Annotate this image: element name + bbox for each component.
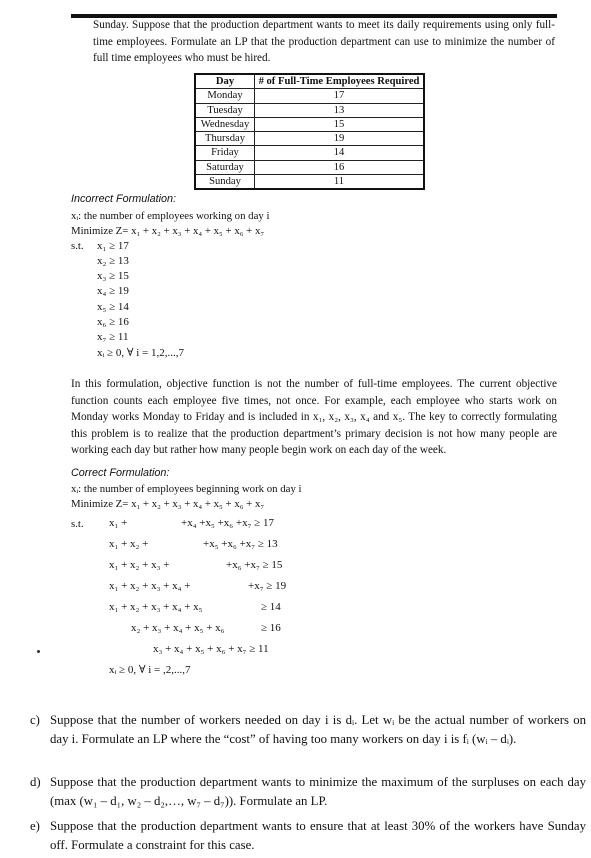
correct-constraint-2-left: x₁ + x₂ + — [109, 538, 149, 550]
required-cell: 15 — [255, 117, 425, 131]
table-row — [195, 89, 424, 103]
correct-constraint-3-right: +x₆ +x₇ ≥ 15 — [226, 559, 283, 571]
required-cell: 17 — [255, 89, 425, 103]
correct-constraint-6-left: x₂ + x₃ + x₄ + x₅ + x₆ — [131, 622, 225, 634]
explanation-paragraph: In this formulation, objective function is not the number of full-time employees. The current objective function counts each employee five times, not once. For example, each employee who starts work on Monday works Monday to Friday and is included in x₁, x₂, x₃, x₄ and x₅. The key to correctly formulating this problem is to realize that the production department’s primary decision is not how many people are working each day but rather how many people begin work on each day of the week. — [71, 378, 557, 456]
table-row — [195, 103, 424, 117]
day-cell: Friday — [195, 146, 255, 160]
table-row — [195, 175, 424, 190]
correct-constraint-6-right: ≥ 16 — [261, 622, 281, 634]
correct-constraint-5-right: ≥ 14 — [261, 601, 281, 613]
question-text: Suppose that the production department wants to ensure that at least 30% of the workers have Sunday off. Formulate a constraint for this case. — [50, 819, 586, 852]
question-label: e) — [30, 819, 40, 833]
question-c — [30, 711, 586, 749]
incorrect-constraint-7: x₇ ≥ 11 — [97, 331, 129, 343]
required-cell: 13 — [255, 103, 425, 117]
question-label: c) — [30, 713, 40, 727]
day-cell: Thursday — [195, 132, 255, 146]
incorrect-objective: Minimize Z= x₁ + x₂ + x₃ + x₄ + x₅ + x₆ + x₇ — [71, 225, 265, 237]
col-header-required: # of Full-Time Employees Required — [255, 74, 425, 89]
requirements-table — [194, 73, 425, 190]
incorrect-var-def: xᵢ: the number of employees working on day i — [71, 210, 270, 222]
day-cell: Tuesday — [195, 103, 255, 117]
incorrect-constraint-5: x₅ ≥ 14 — [97, 301, 129, 313]
day-cell: Saturday — [195, 160, 255, 174]
intro-paragraph: Sunday. Suppose that the production department wants to meet its daily requirements using only full-time employees. Formulate an LP that the production department can use to minimize the number of full time employees who must be hired. — [93, 19, 555, 64]
day-cell: Sunday — [195, 175, 255, 190]
table-header-row — [195, 74, 424, 89]
table-row — [195, 146, 424, 160]
table-row — [195, 117, 424, 131]
question-d — [30, 773, 586, 811]
correct-var-def: xᵢ: the number of employees beginning work on day i — [71, 483, 302, 495]
incorrect-st-label: s.t. — [71, 240, 84, 252]
question-label: d) — [30, 775, 41, 789]
day-cell: Wednesday — [195, 117, 255, 131]
day-cell: Monday — [195, 89, 255, 103]
table-row — [195, 132, 424, 146]
correct-constraint-5-left: x₁ + x₂ + x₃ + x₄ + x₅ — [109, 601, 203, 613]
required-cell: 19 — [255, 132, 425, 146]
incorrect-constraint-3: x₃ ≥ 15 — [97, 270, 129, 282]
question-text: Suppose that the production department wants to minimize the maximum of the surpluses on each day (max (w₁ – d₁, w₂ – d₂,…, w₇ – d₇)). Formulate an LP. — [50, 775, 586, 808]
correct-st-label: s.t. — [71, 518, 84, 530]
required-cell: 14 — [255, 146, 425, 160]
correct-constraint-3-left: x₁ + x₂ + x₃ + — [109, 559, 170, 571]
incorrect-heading: Incorrect Formulation: — [71, 193, 177, 205]
incorrect-nonneg: xᵢ ≥ 0, ∀ i = 1,2,...,7 — [97, 347, 184, 359]
stray-dot — [37, 650, 40, 653]
question-e — [30, 817, 586, 855]
incorrect-constraint-2: x₂ ≥ 13 — [97, 255, 129, 267]
correct-constraint-1-right: +x₄ +x₅ +x₆ +x₇ ≥ 17 — [181, 517, 274, 529]
correct-constraint-2-right: +x₅ +x₆ +x₇ ≥ 13 — [203, 538, 278, 550]
incorrect-constraint-6: x₆ ≥ 16 — [97, 316, 129, 328]
required-cell: 11 — [255, 175, 425, 190]
correct-nonneg: xᵢ ≥ 0, ∀ i = ,2,...,7 — [109, 664, 191, 676]
question-text: Suppose that the number of workers needed on day i is dᵢ. Let wᵢ be the actual number of workers on day i. Formulate an LP where the “cost” of having too many workers on day i is fᵢ (wᵢ – dᵢ). — [50, 713, 586, 746]
table-row — [195, 160, 424, 174]
correct-constraint-4-left: x₁ + x₂ + x₃ + x₄ + — [109, 580, 191, 592]
correct-heading: Correct Formulation: — [71, 467, 170, 479]
correct-constraint-7: x₃ + x₄ + x₅ + x₆ + x₇ ≥ 11 — [153, 643, 269, 655]
correct-constraint-4-right: +x₇ ≥ 19 — [248, 580, 287, 592]
correct-constraint-1-left: x₁ + — [109, 517, 128, 529]
col-header-day: Day — [195, 74, 255, 89]
correct-objective: Minimize Z= x₁ + x₂ + x₃ + x₄ + x₅ + x₆ + x₇ — [71, 498, 265, 510]
incorrect-constraint-1: x₁ ≥ 17 — [97, 240, 129, 252]
incorrect-constraint-4: x₄ ≥ 19 — [97, 285, 129, 297]
required-cell: 16 — [255, 160, 425, 174]
